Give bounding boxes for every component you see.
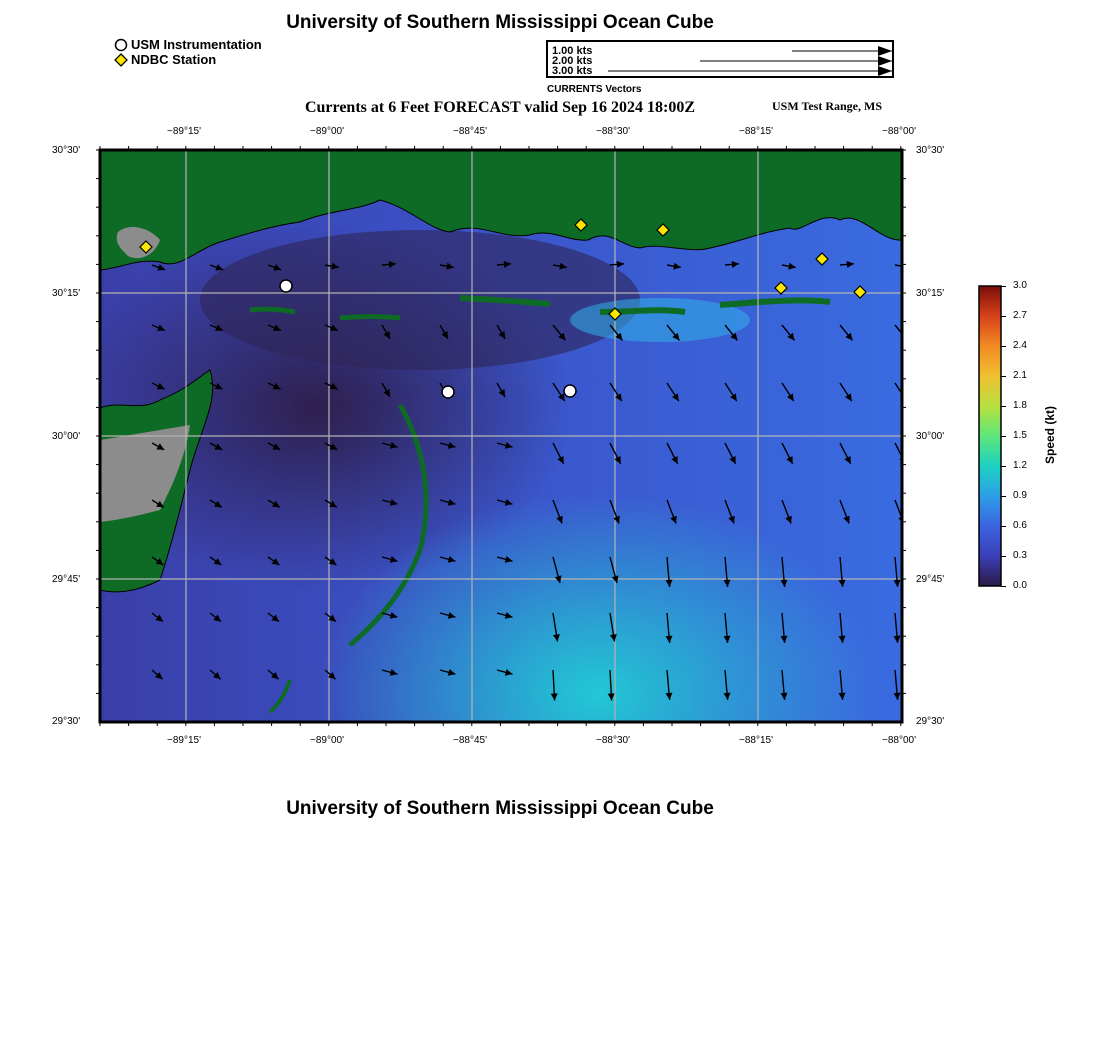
vector-scale-legend — [546, 40, 894, 78]
colorbar-tick-mark — [1001, 556, 1006, 557]
lon-tick-top: −88°30' — [596, 126, 630, 137]
lat-tick-left: 29°45' — [52, 574, 81, 585]
vector-scale-arrows — [548, 42, 892, 76]
usm-instrument-marker — [564, 385, 576, 397]
colorbar-tick-label: 2.4 — [1013, 340, 1027, 351]
usm-instrument-marker — [280, 280, 292, 292]
colorbar-tick-label: 2.7 — [1013, 310, 1027, 321]
legend-ndbc-station — [114, 52, 216, 67]
colorbar-tick-mark — [1001, 526, 1006, 527]
lon-tick-bottom: −88°30' — [596, 735, 630, 746]
lat-tick-right: 29°45' — [916, 574, 945, 585]
lon-tick-top: −88°15' — [739, 126, 773, 137]
colorbar-tick-label: 1.2 — [1013, 460, 1027, 471]
speed-colorbar — [978, 285, 1002, 589]
current-map — [96, 146, 906, 726]
colorbar-tick-mark — [1001, 286, 1006, 287]
colorbar-tick-mark — [1001, 466, 1006, 467]
legend-ndbc-label: NDBC Station — [131, 52, 217, 67]
colorbar-tick-mark — [1001, 406, 1006, 407]
lat-tick-right: 30°00' — [916, 431, 945, 442]
lon-tick-bottom: −88°45' — [453, 735, 487, 746]
lon-tick-top: −88°00' — [882, 126, 916, 137]
barrier-island — [340, 317, 400, 319]
lat-tick-right: 30°30' — [916, 145, 945, 156]
colorbar-tick-label: 1.8 — [1013, 400, 1027, 411]
legend-usm-label: USM Instrumentation — [131, 37, 262, 52]
vector-label-2kt: 2.00 kts — [552, 55, 593, 67]
barrier-island — [250, 309, 295, 312]
vector-caption: CURRENTS Vectors — [547, 84, 642, 95]
lon-tick-top: −89°15' — [167, 126, 201, 137]
lon-tick-top: −89°00' — [310, 126, 344, 137]
yellow-diamond-icon — [114, 53, 128, 67]
colorbar-tick-mark — [1001, 436, 1006, 437]
colorbar-tick-mark — [1001, 496, 1006, 497]
vector-label-1kt: 1.00 kts — [552, 45, 593, 57]
lon-tick-bottom: −88°15' — [739, 735, 773, 746]
colorbar-tick-label: 0.0 — [1013, 580, 1027, 591]
usm-instrument-marker — [442, 386, 454, 398]
colorbar-tick-label: 2.1 — [1013, 370, 1027, 381]
test-range-label: USM Test Range, MS — [772, 99, 883, 113]
colorbar-tick-label: 0.3 — [1013, 550, 1027, 561]
lat-tick-right: 30°15' — [916, 288, 945, 299]
colorbar-tick-mark — [1001, 586, 1006, 587]
colorbar-tick-label: 0.9 — [1013, 490, 1027, 501]
forecast-subtitle: Currents at 6 Feet FORECAST valid Sep 16 2024 18:00Z — [304, 99, 696, 116]
legend-usm-instrumentation — [114, 37, 262, 52]
lat-tick-left: 30°00' — [52, 431, 81, 442]
page-title: University of Southern Mississippi Ocean Cube — [286, 12, 714, 33]
white-circle-icon — [114, 38, 128, 52]
lon-tick-bottom: −88°00' — [882, 735, 916, 746]
footer-title: University of Southern Mississippi Ocean Cube — [286, 798, 714, 819]
colorbar-tick-label: 1.5 — [1013, 430, 1027, 441]
colorbar-label: Speed (kt) — [1043, 405, 1057, 465]
vector-label-3kt: 3.00 kts — [552, 65, 593, 77]
colorbar-tick-mark — [1001, 316, 1006, 317]
lon-tick-top: −88°45' — [453, 126, 487, 137]
lon-tick-bottom: −89°15' — [167, 735, 201, 746]
colorbar-tick-mark — [1001, 376, 1006, 377]
lat-tick-left: 29°30' — [52, 716, 81, 727]
lon-tick-bottom: −89°00' — [310, 735, 344, 746]
lat-tick-left: 30°15' — [52, 288, 81, 299]
colorbar-tick-label: 3.0 — [1013, 280, 1027, 291]
colorbar-tick-label: 0.6 — [1013, 520, 1027, 531]
lat-tick-right: 29°30' — [916, 716, 945, 727]
colorbar-tick-mark — [1001, 346, 1006, 347]
lat-tick-left: 30°30' — [52, 145, 81, 156]
